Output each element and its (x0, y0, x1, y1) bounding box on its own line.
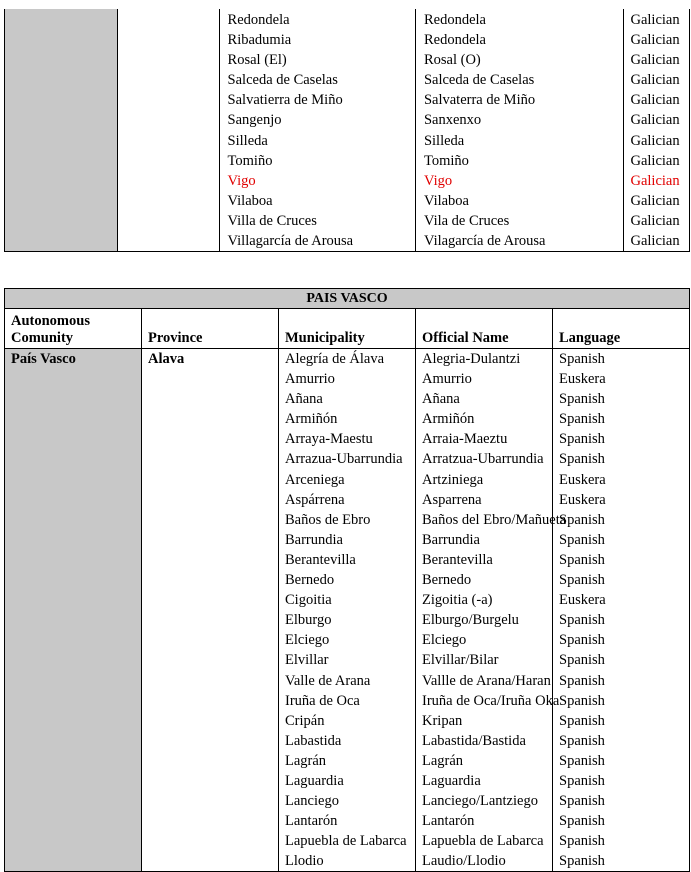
table-cell-official: Vallle de Arana/Haran (422, 672, 551, 689)
pais-vasco-table (4, 288, 690, 872)
table-cell-municipality: Armiñón (285, 411, 338, 428)
table-cell-municipality: Iruña de Oca (285, 692, 360, 709)
table-cell-language: Spanish (559, 451, 605, 468)
table-cell-official: Labastida/Bastida (422, 732, 526, 749)
language-column (624, 9, 690, 252)
table-cell-language: Spanish (559, 351, 605, 367)
table-cell-language: Spanish (559, 531, 605, 548)
table-cell-language: Galician (630, 52, 680, 69)
table-cell-official: Zigoitia (-a) (422, 592, 493, 609)
table-cell-language: Galician (630, 112, 680, 129)
table-cell-official: Elvillar/Bilar (422, 652, 499, 669)
table-cell-language: Spanish (559, 772, 605, 789)
official-name-column (416, 349, 567, 872)
table-cell-official: Elciego (422, 632, 467, 649)
table-cell-official: Sanxenxo (423, 112, 482, 129)
table-cell-official: Redondela (423, 12, 486, 28)
community-cell (5, 349, 142, 872)
table-cell-official: Vigo (423, 172, 453, 189)
table-cell-municipality: Bernedo (285, 572, 335, 589)
table-cell-language: Galician (630, 212, 680, 229)
header-province: Province (142, 309, 279, 349)
table-cell-municipality: Añana (285, 391, 323, 408)
table-cell-municipality: Cigoitia (285, 592, 332, 609)
table-cell-official: Kripan (422, 712, 463, 729)
table-cell-language: Spanish (559, 652, 605, 669)
table-cell-municipality: Lanciego (285, 793, 339, 810)
table-cell-official: Rosal (O) (423, 52, 481, 69)
table-cell-municipality: Alegría de Álava (285, 351, 385, 367)
table-cell-language: Galician (630, 92, 680, 109)
table-cell-official: Redondela (423, 32, 486, 49)
table-cell-municipality: Aspárrena (285, 491, 345, 508)
header-official-name: Official Name (416, 309, 553, 349)
table-cell-language: Spanish (559, 853, 605, 870)
table-cell-language: Galician (630, 152, 680, 169)
table-cell-municipality: Lapuebla de Labarca (285, 833, 407, 850)
table-cell-municipality: Amurrio (285, 371, 335, 388)
table-cell-language: Spanish (559, 431, 605, 448)
table-cell-language: Spanish (559, 391, 605, 408)
table-cell-official: Lagrán (422, 752, 464, 769)
header-language: Language (553, 309, 690, 349)
table-cell-municipality: Salceda de Caselas (227, 72, 338, 89)
table-cell-language: Spanish (559, 692, 605, 709)
table-cell-official: Bernedo (422, 572, 472, 589)
table-cell-language: Galician (630, 12, 680, 28)
province-cell (142, 349, 279, 872)
table-cell-language: Spanish (559, 612, 605, 629)
province-cell (117, 9, 219, 252)
table-title: PAIS VASCO (5, 289, 690, 309)
table-cell-language: Spanish (559, 793, 605, 810)
province-name: Alava (148, 351, 185, 367)
table-cell-municipality: Valle de Arana (285, 672, 371, 689)
table-cell-language: Galician (630, 172, 680, 189)
language-column (553, 349, 690, 872)
table-cell-official: Tomiño (423, 152, 469, 169)
table-cell-official: Lanciego/Lantziego (422, 793, 538, 810)
table-cell-municipality: Villagarcía de Arousa (227, 233, 354, 250)
table-cell-municipality: Villa de Cruces (227, 212, 317, 229)
table-cell-language: Galician (630, 233, 680, 250)
table-cell-official: Alegria-Dulantzi (422, 351, 521, 367)
table-cell-official: Elburgo/Burgelu (422, 612, 519, 629)
table-cell-municipality: Laguardia (285, 772, 344, 789)
table-cell-official: Berantevilla (422, 551, 493, 568)
table-cell-official: Lapuebla de Labarca (422, 833, 544, 850)
table-cell-municipality: Lantarón (285, 813, 338, 830)
table-cell-language: Spanish (559, 752, 605, 769)
table-cell-municipality: Lagrán (285, 752, 327, 769)
table-cell-language: Spanish (559, 813, 605, 830)
municipality-column (219, 9, 415, 252)
table-cell-language: Galician (630, 192, 680, 209)
table-cell-official: Asparrena (422, 491, 482, 508)
table-cell-municipality: Barrundia (285, 531, 343, 548)
table-cell-municipality: Berantevilla (285, 551, 356, 568)
table-cell-municipality: Labastida (285, 732, 342, 749)
header-community: Autonomous Comunity (5, 309, 142, 349)
table-cell-language: Spanish (559, 712, 605, 729)
table-cell-municipality: Cripán (285, 712, 325, 729)
table-cell-official: Amurrio (422, 371, 472, 388)
table-cell-language: Galician (630, 72, 680, 89)
table-cell-official: Vilaboa (423, 192, 469, 209)
table-cell-municipality: Salvatierra de Miño (227, 92, 343, 109)
table-cell-language: Spanish (559, 572, 605, 589)
official-name-column (415, 9, 624, 252)
table-cell-language: Euskera (559, 592, 606, 609)
table-cell-municipality: Baños de Ebro (285, 511, 371, 528)
table-cell-language: Spanish (559, 672, 605, 689)
table-cell-municipality: Tomiño (227, 152, 273, 169)
table-cell-municipality: Elvillar (285, 652, 329, 669)
table-cell-official: Barrundia (422, 531, 480, 548)
table-cell-language: Euskera (559, 471, 606, 488)
table-cell-municipality: Llodio (285, 853, 324, 870)
header-municipality: Municipality (279, 309, 416, 349)
table-cell-municipality: Redondela (227, 12, 290, 28)
table-cell-official: Baños del Ebro/Mañueta (422, 511, 567, 528)
table-cell-language: Galician (630, 132, 680, 149)
table-cell-official: Arraia-Maeztu (422, 431, 508, 448)
table-cell-municipality: Silleda (227, 132, 268, 149)
table-cell-municipality: Vilaboa (227, 192, 273, 209)
table-cell-language: Spanish (559, 732, 605, 749)
table-cell-official: Laguardia (422, 772, 481, 789)
table-cell-official: Lantarón (422, 813, 475, 830)
table-cell-language: Spanish (559, 632, 605, 649)
table-cell-official: Vilagarcía de Arousa (423, 233, 546, 250)
table-cell-language: Galician (630, 32, 680, 49)
table-cell-official: Artziniega (422, 471, 484, 488)
galicia-table (4, 9, 690, 252)
municipality-column (279, 349, 416, 872)
table-cell-municipality: Sangenjo (227, 112, 282, 129)
table-cell-language: Spanish (559, 833, 605, 850)
table-cell-language: Euskera (559, 371, 606, 388)
table-cell-official: Armiñón (422, 411, 475, 428)
table-cell-municipality: Arraya-Maestu (285, 431, 373, 448)
table-cell-municipality: Arrazua-Ubarrundia (285, 451, 403, 468)
table-cell-official: Añana (422, 391, 460, 408)
table-cell-municipality: Rosal (El) (227, 52, 287, 69)
table-cell-municipality: Ribadumia (227, 32, 292, 49)
table-cell-language: Euskera (559, 491, 606, 508)
community-cell-shaded (5, 9, 118, 252)
table-cell-official: Salvaterra de Miño (423, 92, 536, 109)
table-cell-official: Silleda (423, 132, 465, 149)
table-cell-official: Laudio/Llodio (422, 853, 506, 870)
table-cell-language: Spanish (559, 551, 605, 568)
table-cell-language: Spanish (559, 411, 605, 428)
table-cell-official: Vila de Cruces (423, 212, 510, 229)
table-cell-official: Arratzua-Ubarrundia (422, 451, 544, 468)
table-cell-official: Salceda de Caselas (423, 72, 535, 89)
table-cell-official: Iruña de Oca/Iruña Oka (422, 692, 560, 709)
table-cell-municipality: Elburgo (285, 612, 332, 629)
table-cell-municipality: Elciego (285, 632, 330, 649)
table-cell-language: Spanish (559, 511, 605, 528)
table-cell-municipality: Arceniega (285, 471, 345, 488)
table-cell-municipality: Vigo (227, 172, 256, 189)
community-name: País Vasco (11, 351, 76, 367)
